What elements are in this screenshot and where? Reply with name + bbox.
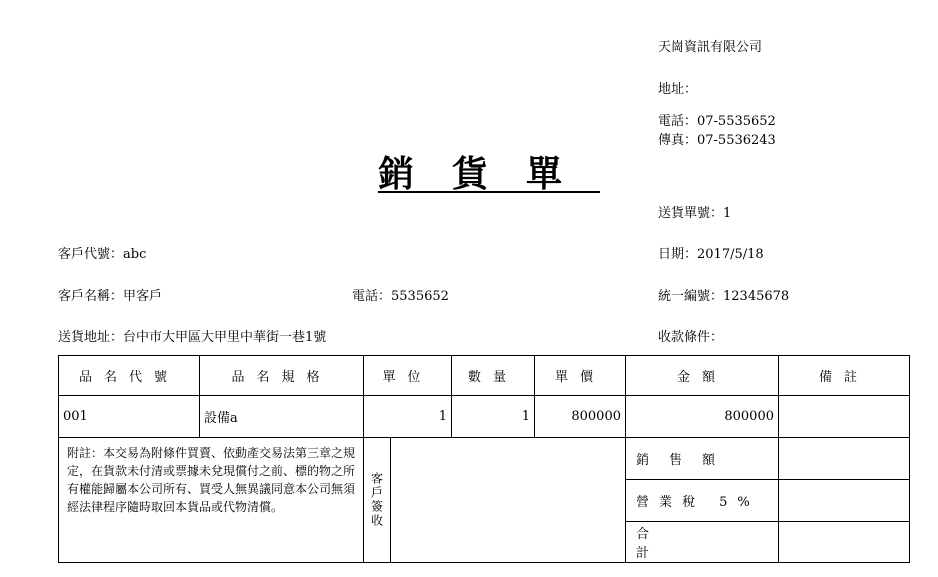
customer-name: 客戶名稱：甲客戶 [58, 289, 163, 304]
sales-amount-value [778, 437, 910, 480]
sales-amount-label: 銷售額 [625, 437, 779, 480]
delivery-address: 送貨地址：台中市大甲區大甲里中華街一巷1號 [58, 330, 327, 345]
header-unit-price: 單價 [534, 355, 626, 396]
customer-sign-label: 客戶簽收 [363, 437, 391, 563]
header-item-code: 品名代號 [58, 355, 200, 396]
total-value [778, 521, 910, 563]
header-item-spec: 品名規格 [199, 355, 364, 396]
header-remark: 備註 [778, 355, 910, 396]
header-amount: 金額 [625, 355, 779, 396]
cell-unit-price: 800000 [534, 395, 626, 438]
tax-id: 統一編號：12345678 [658, 289, 790, 304]
document-title: 銷貨單 [378, 153, 601, 195]
payment-terms: 收款條件： [658, 330, 724, 345]
company-address: 地址： [658, 82, 698, 97]
terms-note: 附註：本交易為附條件買賣、依動產交易法第三章之規定，在貨款未付清或票據未兌現償付之前、標的物之所有權能歸屬本公司所有、買受人無異議同意本公司無須經法律程序隨時取回本貨品或代物清償。 [58, 437, 364, 563]
header-quantity: 數量 [451, 355, 535, 396]
order-date: 日期：2017/5/18 [658, 247, 764, 262]
cell-amount: 800000 [625, 395, 779, 438]
customer-code: 客戶代號：abc [58, 247, 147, 262]
cell-item-spec: 設備a [199, 395, 364, 438]
customer-sign-area [390, 437, 626, 563]
cell-remark [778, 395, 910, 438]
cell-quantity: 1 [451, 395, 535, 438]
customer-phone: 電話：5535652 [352, 289, 449, 304]
header-unit: 單位 [363, 355, 452, 396]
business-tax-value [778, 479, 910, 522]
cell-item-code: 001 [58, 395, 200, 438]
company-fax: 傳真：07-5536243 [658, 133, 776, 148]
company-phone: 電話：07-5535652 [658, 114, 776, 129]
company-name: 天崗資訊有限公司 [658, 40, 763, 55]
sales-table [58, 355, 910, 563]
total-label: 合計 [625, 521, 779, 563]
cell-unit: 1 [363, 395, 452, 438]
ship-number: 送貨單號：1 [658, 206, 732, 221]
business-tax-label: 營業稅 5% [625, 479, 779, 522]
